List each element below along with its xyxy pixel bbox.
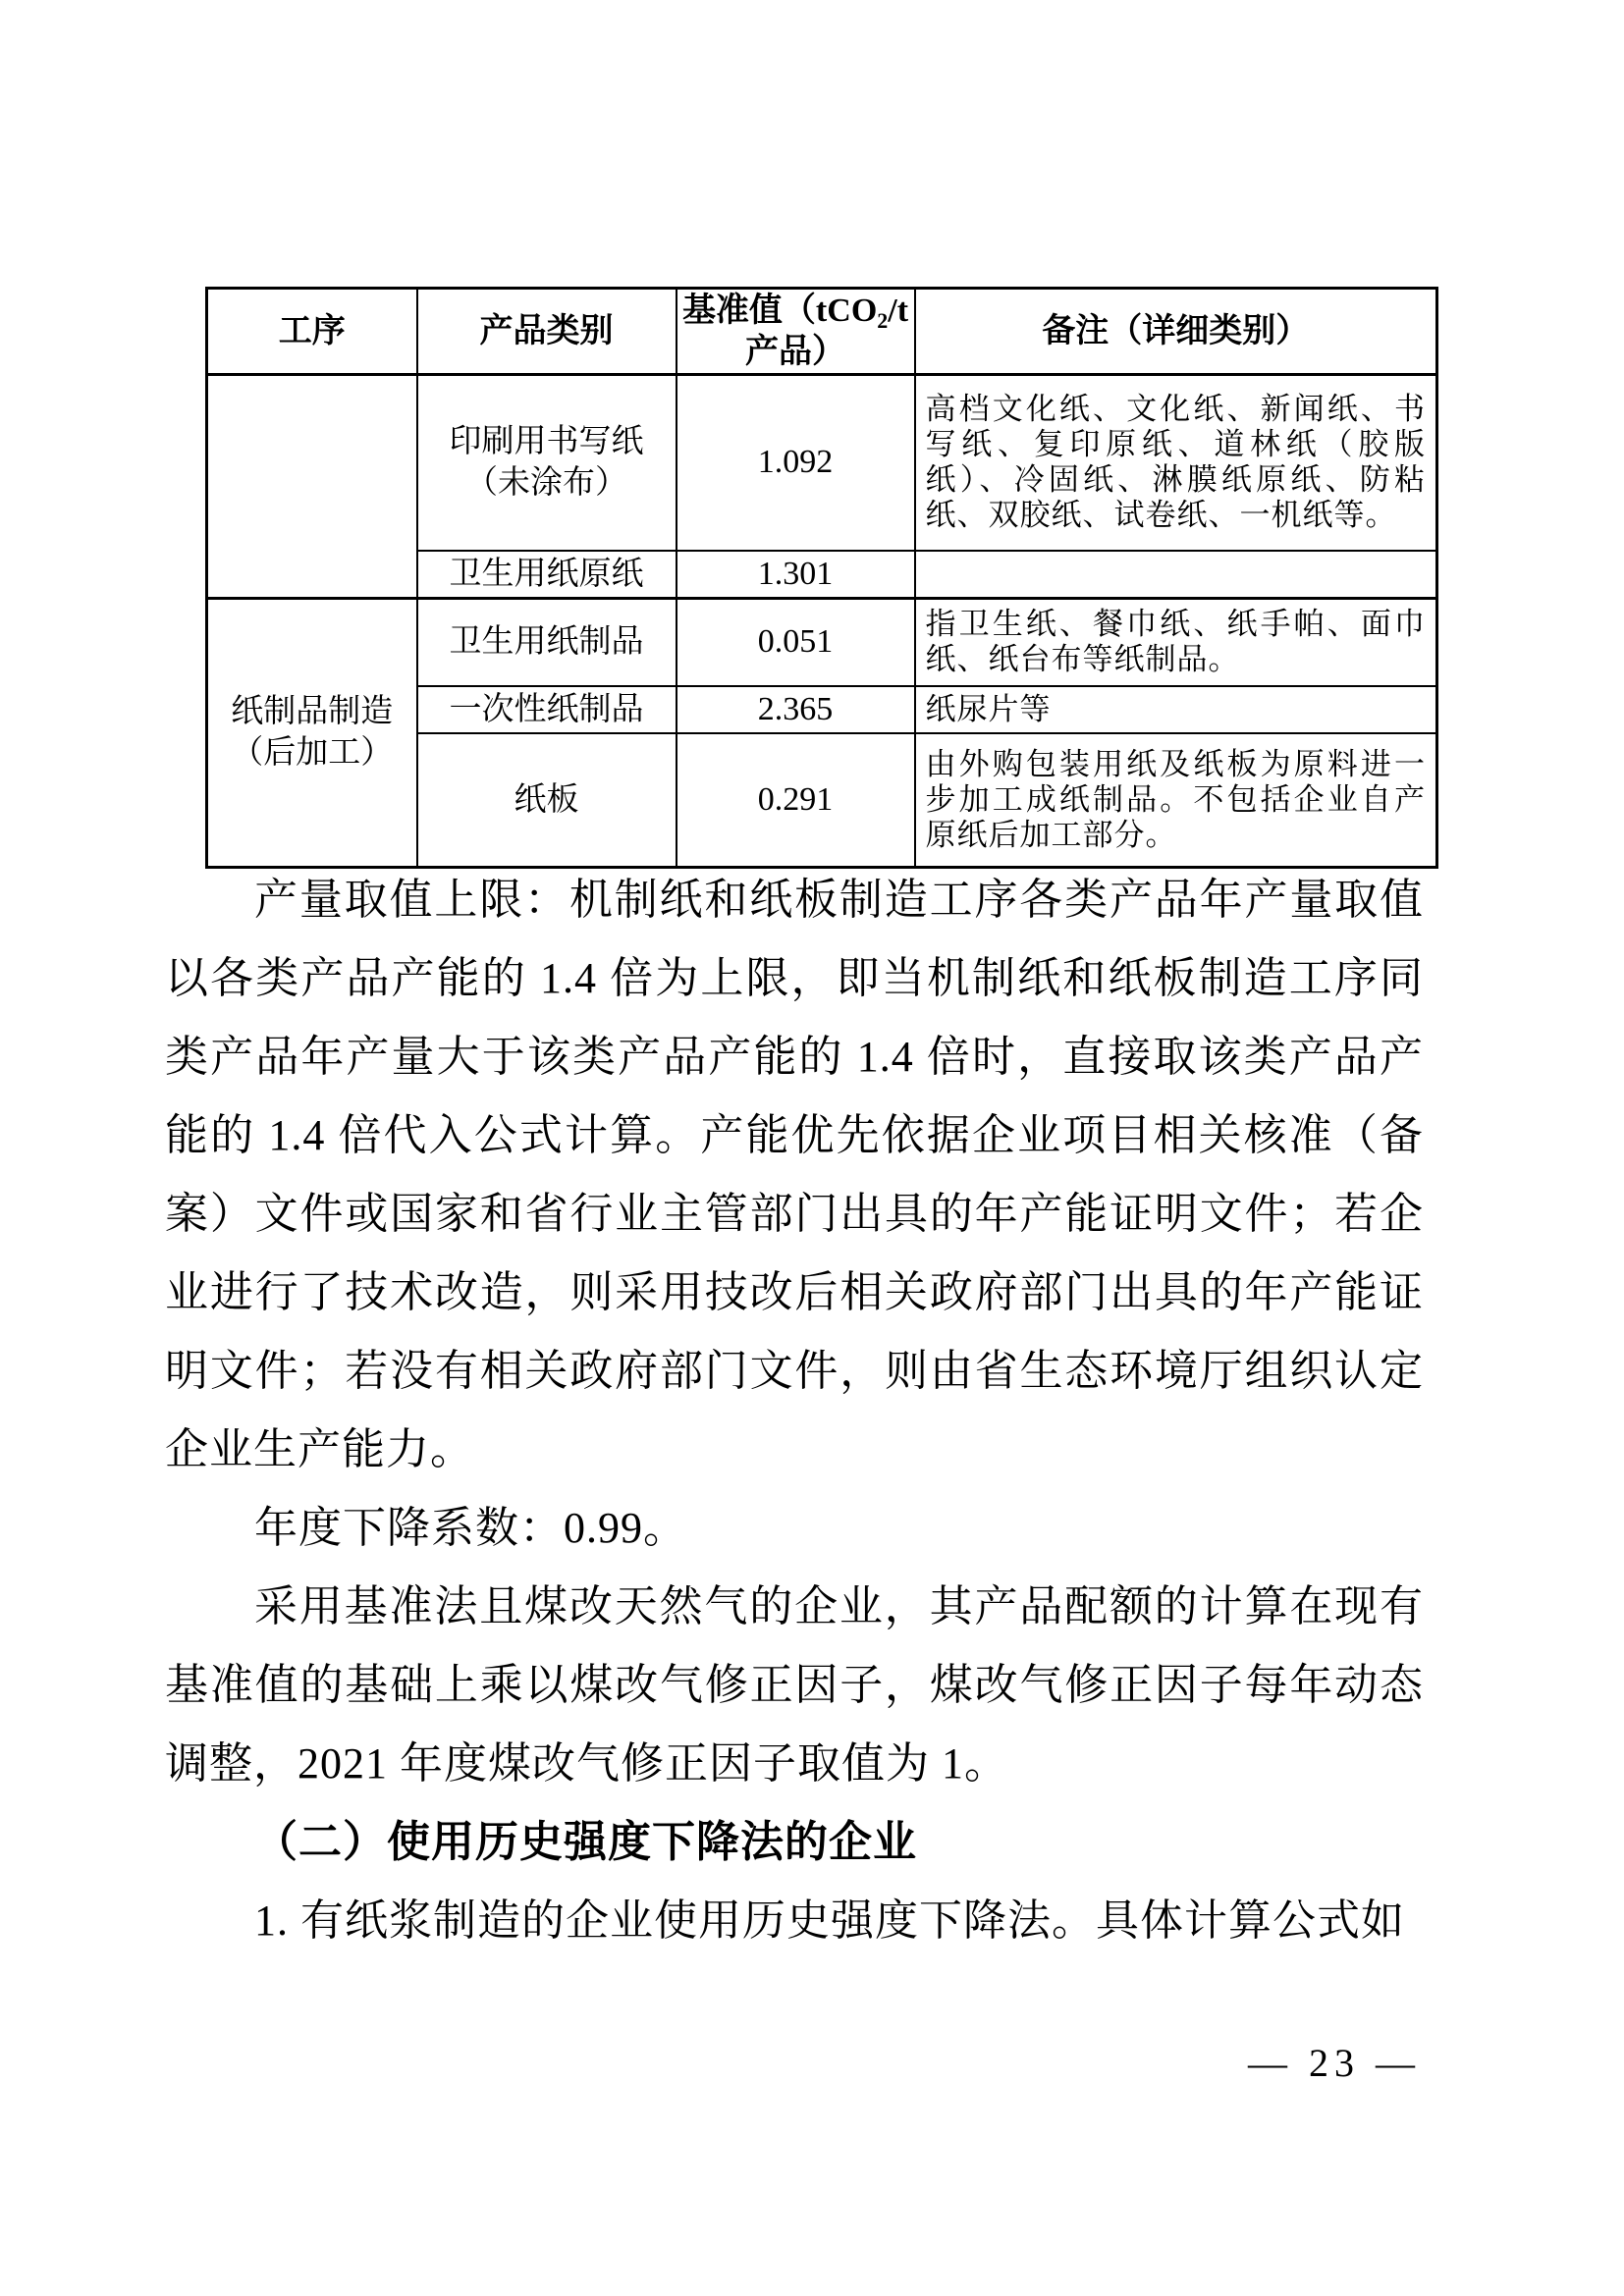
paragraph-pulp-formula-intro: 1. 有纸浆制造的企业使用历史强度下降法。具体计算公式如	[254, 1896, 1405, 1945]
cell-process-group2: 纸制品制造（后加工）	[207, 598, 417, 867]
cell-remark: 高档文化纸、文化纸、新闻纸、书写纸、复印原纸、道林纸（胶版纸）、冷固纸、淋膜纸原纸、防粘纸、双胶纸、试卷纸、一机纸等。	[915, 375, 1437, 551]
cell-value: 0.291	[677, 733, 915, 867]
cell-category: 纸板	[417, 733, 677, 867]
table-header-process: 工序	[207, 289, 417, 375]
page-number: — 23 —	[1248, 2041, 1421, 2085]
table-header-remark: 备注（详细类别）	[915, 289, 1437, 375]
cell-remark: 指卫生纸、餐巾纸、纸手帕、面巾纸、纸台布等纸制品。	[915, 598, 1437, 686]
cell-remark: 纸尿片等	[915, 686, 1437, 733]
cell-remark: 由外购包装用纸及纸板为原料进一步加工成纸制品。不包括企业自产原纸后加工部分。	[915, 733, 1437, 867]
paragraph-production-cap: 产量取值上限：机制纸和纸板制造工序各类产品年产量取值以各类产品产能的 1.4 倍为上限，即当机制纸和纸板制造工序同类产品年产量大于该类产品产能的 1.4 倍时，直接取该类产品产能的 1.4 倍代入公式计算。产能优先依据企业项目相关核准（备案）文件或国家和省行业主管部门出具的年产能证明文件；若企业进行了技术改造，则采用技改后相关政府部门出具的年产能证明文件；若没有相关政府部门文件，则由省生态环境厅组织认定企业生产能力。	[165, 876, 1424, 1473]
benchmark-unit-line2: 产品）	[745, 333, 845, 370]
cell-category: 卫生用纸制品	[417, 598, 677, 686]
table-header-category: 产品类别	[417, 289, 677, 375]
benchmark-unit-mid: /t	[888, 292, 909, 329]
cell-value: 0.051	[677, 598, 915, 686]
benchmark-unit-prefix: 基准值（tCO	[681, 292, 878, 329]
benchmark-unit-subscript: 2	[877, 307, 889, 333]
body-text	[165, 861, 1424, 1960]
table-header-benchmark	[677, 289, 915, 375]
cell-value: 1.301	[677, 551, 915, 599]
paragraph-annual-decline-factor: 年度下降系数：0.99。	[254, 1504, 687, 1552]
paragraph-coal-to-gas: 采用基准法且煤改天然气的企业，其产品配额的计算在现有基准值的基础上乘以煤改气修正因子，煤改气修正因子每年动态调整，2021 年度煤改气修正因子取值为 1。	[165, 1582, 1424, 1788]
cell-value: 1.092	[677, 375, 915, 551]
cell-value: 2.365	[677, 686, 915, 733]
heading-historical-intensity-method: （二）使用历史强度下降法的企业	[254, 1818, 917, 1866]
cell-category: 卫生用纸原纸	[417, 551, 677, 599]
cell-category: 印刷用书写纸（未涂布）	[417, 375, 677, 551]
table-row	[207, 598, 1437, 686]
benchmark-table	[205, 287, 1438, 869]
table-row	[207, 375, 1437, 551]
cell-process-group1	[207, 375, 417, 599]
cell-remark	[915, 551, 1437, 599]
cell-category: 一次性纸制品	[417, 686, 677, 733]
table-header-row	[207, 289, 1437, 375]
